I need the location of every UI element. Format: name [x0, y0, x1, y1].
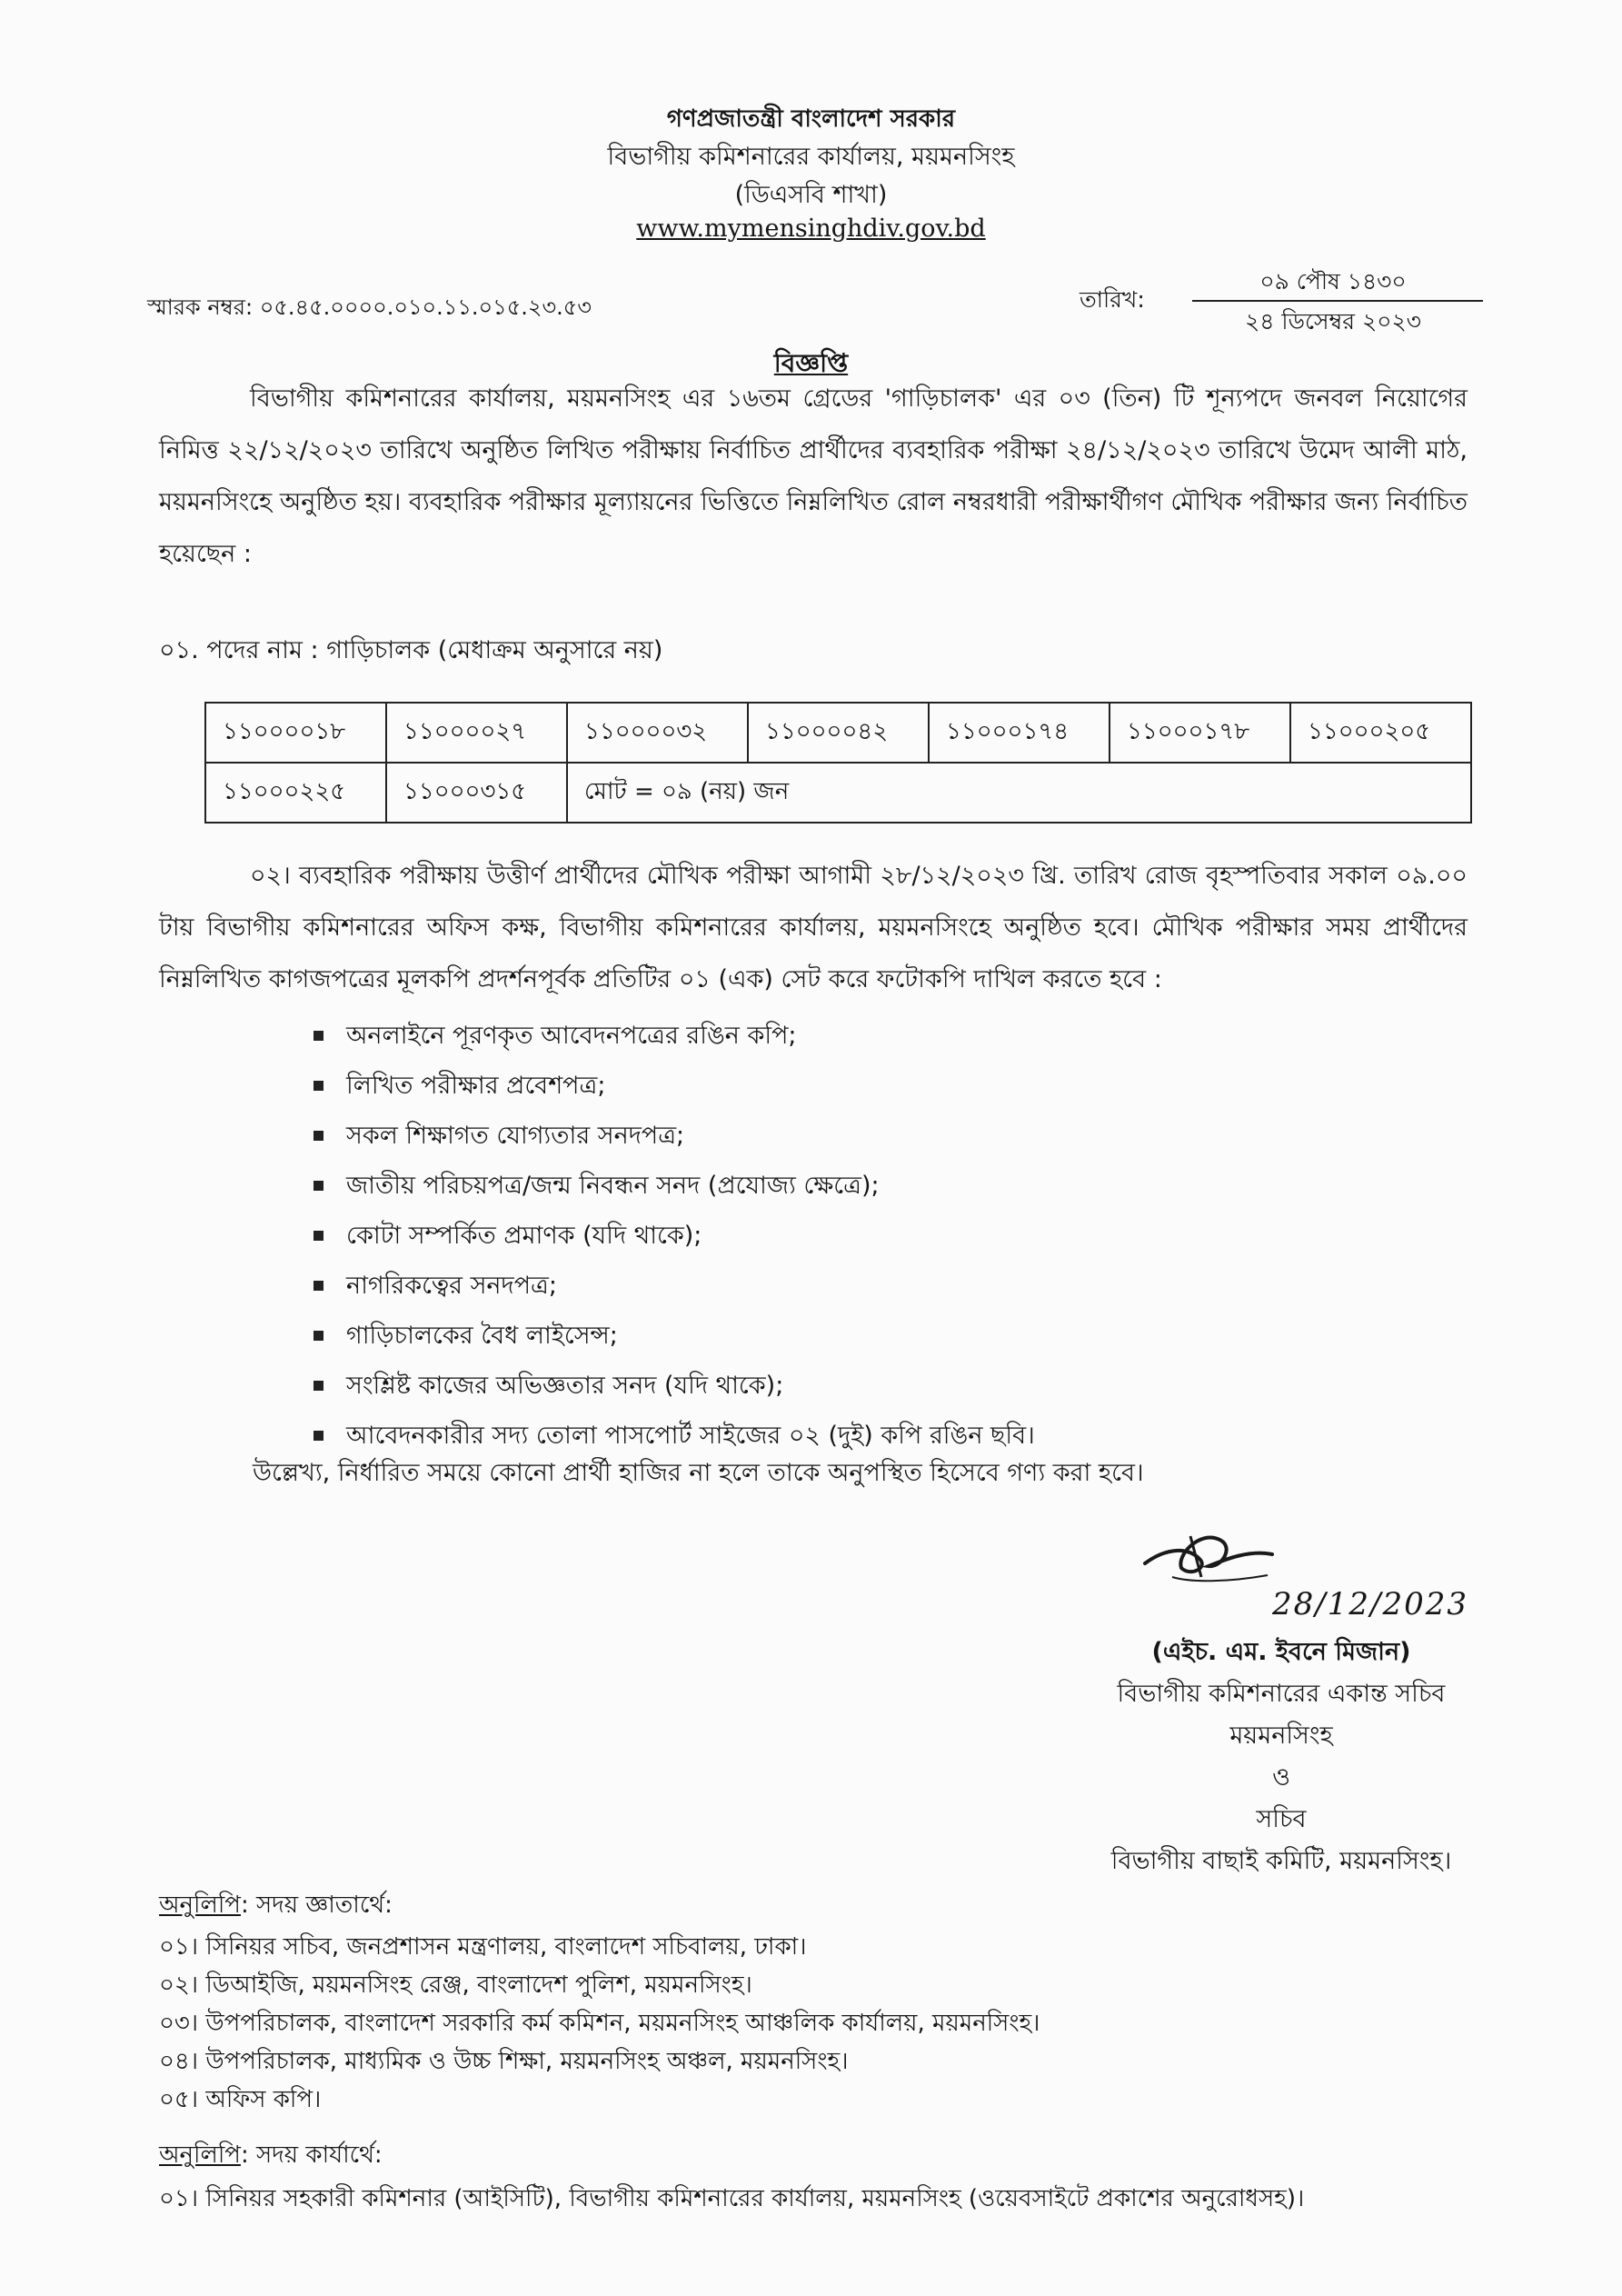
signature-date: 28/12/2023	[1272, 1586, 1468, 1622]
list-item: ০৩। উপপরিচালক, বাংলাদেশ সরকারি কর্ম কমিশন, ময়মনসিংহ আঞ্চলিক কার্যালয়, ময়মনসিংহ।	[159, 2010, 1040, 2037]
roll-cell: ১১০০০২২৫	[205, 763, 386, 823]
office-name: বিভাগীয় কমিশনারের কার্যালয়, ময়মনসিংহ	[607, 143, 1015, 171]
list-item: ০২। ডিআইজি, ময়মনসিংহ রেঞ্জ, বাংলাদেশ পুলিশ, ময়মনসিংহ।	[159, 1972, 752, 1999]
signatory-place: ময়মনসিংহ	[1229, 1722, 1333, 1750]
cc-action-heading	[159, 2136, 383, 2176]
signatory-designation-2: সচিব	[1256, 1805, 1307, 1833]
roll-cell: ১১০০০২০৫	[1290, 703, 1471, 763]
roll-cell: ১১০০০০৪২	[748, 703, 929, 763]
cc-info-label: অনুলিপি	[159, 1892, 241, 1919]
list-item: জাতীয় পরিচয়পত্র/জন্ম নিবন্ধন সনদ (প্রযোজ্য ক্ষেত্রে);	[313, 1161, 1035, 1211]
list-item: ০১। সিনিয়র সচিব, জনপ্রশাসন মন্ত্রণালয়, বাংলাদেশ সচিবালয়, ঢাকা।	[159, 1933, 807, 1961]
list-item: সংশ্লিষ্ট কাজের অভিজ্ঞতার সনদ (যদি থাকে);	[313, 1361, 1035, 1411]
required-documents-list	[313, 1011, 1035, 1461]
date-bangla: ০৯ পৌষ ১৪৩০	[1259, 268, 1407, 294]
signature-scribble	[1136, 1522, 1290, 1595]
branch-name: (ডিএসবি শাখা)	[734, 181, 888, 209]
cc-info-heading	[159, 1886, 393, 1926]
roll-cell: ১১০০০০২৭	[386, 703, 567, 763]
memo-number: স্মারক নম্বর: ০৫.৪৫.০০০০.০১০.১১.০১৫.২৩.৫৩	[147, 294, 592, 320]
list-item: কোটা সম্পর্কিত প্রমাণক (যদি থাকে);	[313, 1211, 1035, 1261]
signatory-and: ও	[1272, 1763, 1290, 1792]
roll-cell: ১১০০০০৩২	[567, 703, 748, 763]
signatory-designation: বিভাগীয় কমিশনারের একান্ত সচিব	[1117, 1680, 1446, 1708]
list-item: নাগরিকত্বের সনদপত্র;	[313, 1261, 1035, 1311]
list-item: ০১। সিনিয়র সহকারী কমিশনার (আইসিটি), বিভাগীয় কমিশনারের কার্যালয়, ময়মনসিংহ (ওয়েবসাইটে প্রকাশের অনুরোধসহ)।	[159, 2185, 1305, 2212]
roll-cell: ১১০০০১৭৪	[929, 703, 1110, 763]
roll-cell: ১১০০০১৭৮	[1110, 703, 1290, 763]
signatory-name: (এইচ. এম. ইবনে মিজান)	[1151, 1638, 1411, 1666]
list-item: ০৫। অফিস কপি।	[159, 2086, 322, 2113]
cc-action-rest: : সদয় কার্যার্থে:	[240, 2141, 383, 2169]
cc-action-label: অনুলিপি	[159, 2141, 241, 2169]
table-row	[205, 703, 1471, 763]
roll-cell: ১১০০০০১৮	[205, 703, 386, 763]
list-item: গাড়িচালকের বৈধ লাইসেন্স;	[313, 1311, 1035, 1361]
government-title: গণপ্রজাতন্ত্রী বাংলাদেশ সরকার	[666, 105, 956, 133]
date-label: তারিখ:	[1080, 286, 1145, 313]
absence-note: উল্লেখ্য, নির্ধারিত সময়ে কোনো প্রার্থী হাজির না হলে তাকে অনুপস্থিত হিসেবে গণ্য করা হবে।	[253, 1459, 1144, 1487]
date-english: ২৪ ডিসেম্বর ২০২৩	[1245, 308, 1421, 334]
roll-cell: ১১০০০৩১৫	[386, 763, 567, 823]
list-item: আবেদনকারীর সদ্য তোলা পাসপোর্ট সাইজের ০২ (দুই) কপি রঙিন ছবি।	[313, 1411, 1035, 1461]
list-item: ০৪। উপপরিচালক, মাধ্যমিক ও উচ্চ শিক্ষা, ময়মনসিংহ অঞ্চল, ময়মনসিংহ।	[159, 2048, 849, 2075]
paragraph-intro: বিভাগীয় কমিশনারের কার্যালয়, ময়মনসিংহ এর ১৬তম গ্রেডের 'গাড়িচালক' এর ০৩ (তিন) টি শূন্যপদে জনবল নিয়োগের নিমিত্ত ২২/১২/২০২৩ তারিখে অনুষ্ঠিত লিখিত পরীক্ষায় নির্বাচিত প্রার্থীদের ব্যবহারিক পরীক্ষা ২৪/১২/২০২৩ তারিখে উমেদ আলী মাঠ, ময়মনসিংহে অনুষ্ঠিত হয়। ব্যবহারিক পরীক্ষার মূল্যায়নের ভিত্তিতে নিম্নলিখিত রোল নম্বরধারী পরীক্ষার্থীগণ মৌখিক পরীক্ষার জন্য নির্বাচিত হয়েছেন :	[159, 384, 1468, 568]
cc-info-rest: : সদয় জ্ঞাতার্থে:	[240, 1892, 393, 1919]
list-item: সকল শিক্ষাগত যোগ্যতার সনদপত্র;	[313, 1111, 1035, 1161]
roll-number-table	[204, 702, 1472, 824]
website-link[interactable]: www.mymensinghdiv.gov.bd	[636, 215, 986, 243]
list-item: অনলাইনে পূরণকৃত আবেদনপত্রের রঙিন কপি;	[313, 1011, 1035, 1061]
date-divider	[1192, 300, 1483, 302]
total-cell: মোট = ০৯ (নয়) জন	[567, 763, 1471, 823]
table-row	[205, 763, 1471, 823]
list-item: লিখিত পরীক্ষার প্রবেশপত্র;	[313, 1061, 1035, 1111]
post-name: ০১. পদের নাম : গাড়িচালক (মেধাক্রম অনুসারে নয়)	[159, 636, 663, 664]
signatory-committee: বিভাগীয় বাছাই কমিটি, ময়মনসিংহ।	[1110, 1847, 1452, 1875]
notice-title: বিজ্ঞপ্তি	[773, 348, 849, 378]
paragraph-viva: ০২। ব্যবহারিক পরীক্ষায় উত্তীর্ণ প্রার্থীদের মৌখিক পরীক্ষা আগামী ২৮/১২/২০২৩ খ্রি. তারিখ রোজ বৃহস্পতিবার সকাল ০৯.০০ টায় বিভাগীয় কমিশনারের অফিস কক্ষ, বিভাগীয় কমিশনারের কার্যালয়, ময়মনসিংহে অনুষ্ঠিত হবে। মৌখিক পরীক্ষার সময় প্রার্থীদের নিম্নলিখিত কাগজপত্রের মূলকপি প্রদর্শনপূর্বক প্রতিটির ০১ (এক) সেট করে ফটোকপি দাখিল করতে হবে :	[159, 862, 1468, 993]
